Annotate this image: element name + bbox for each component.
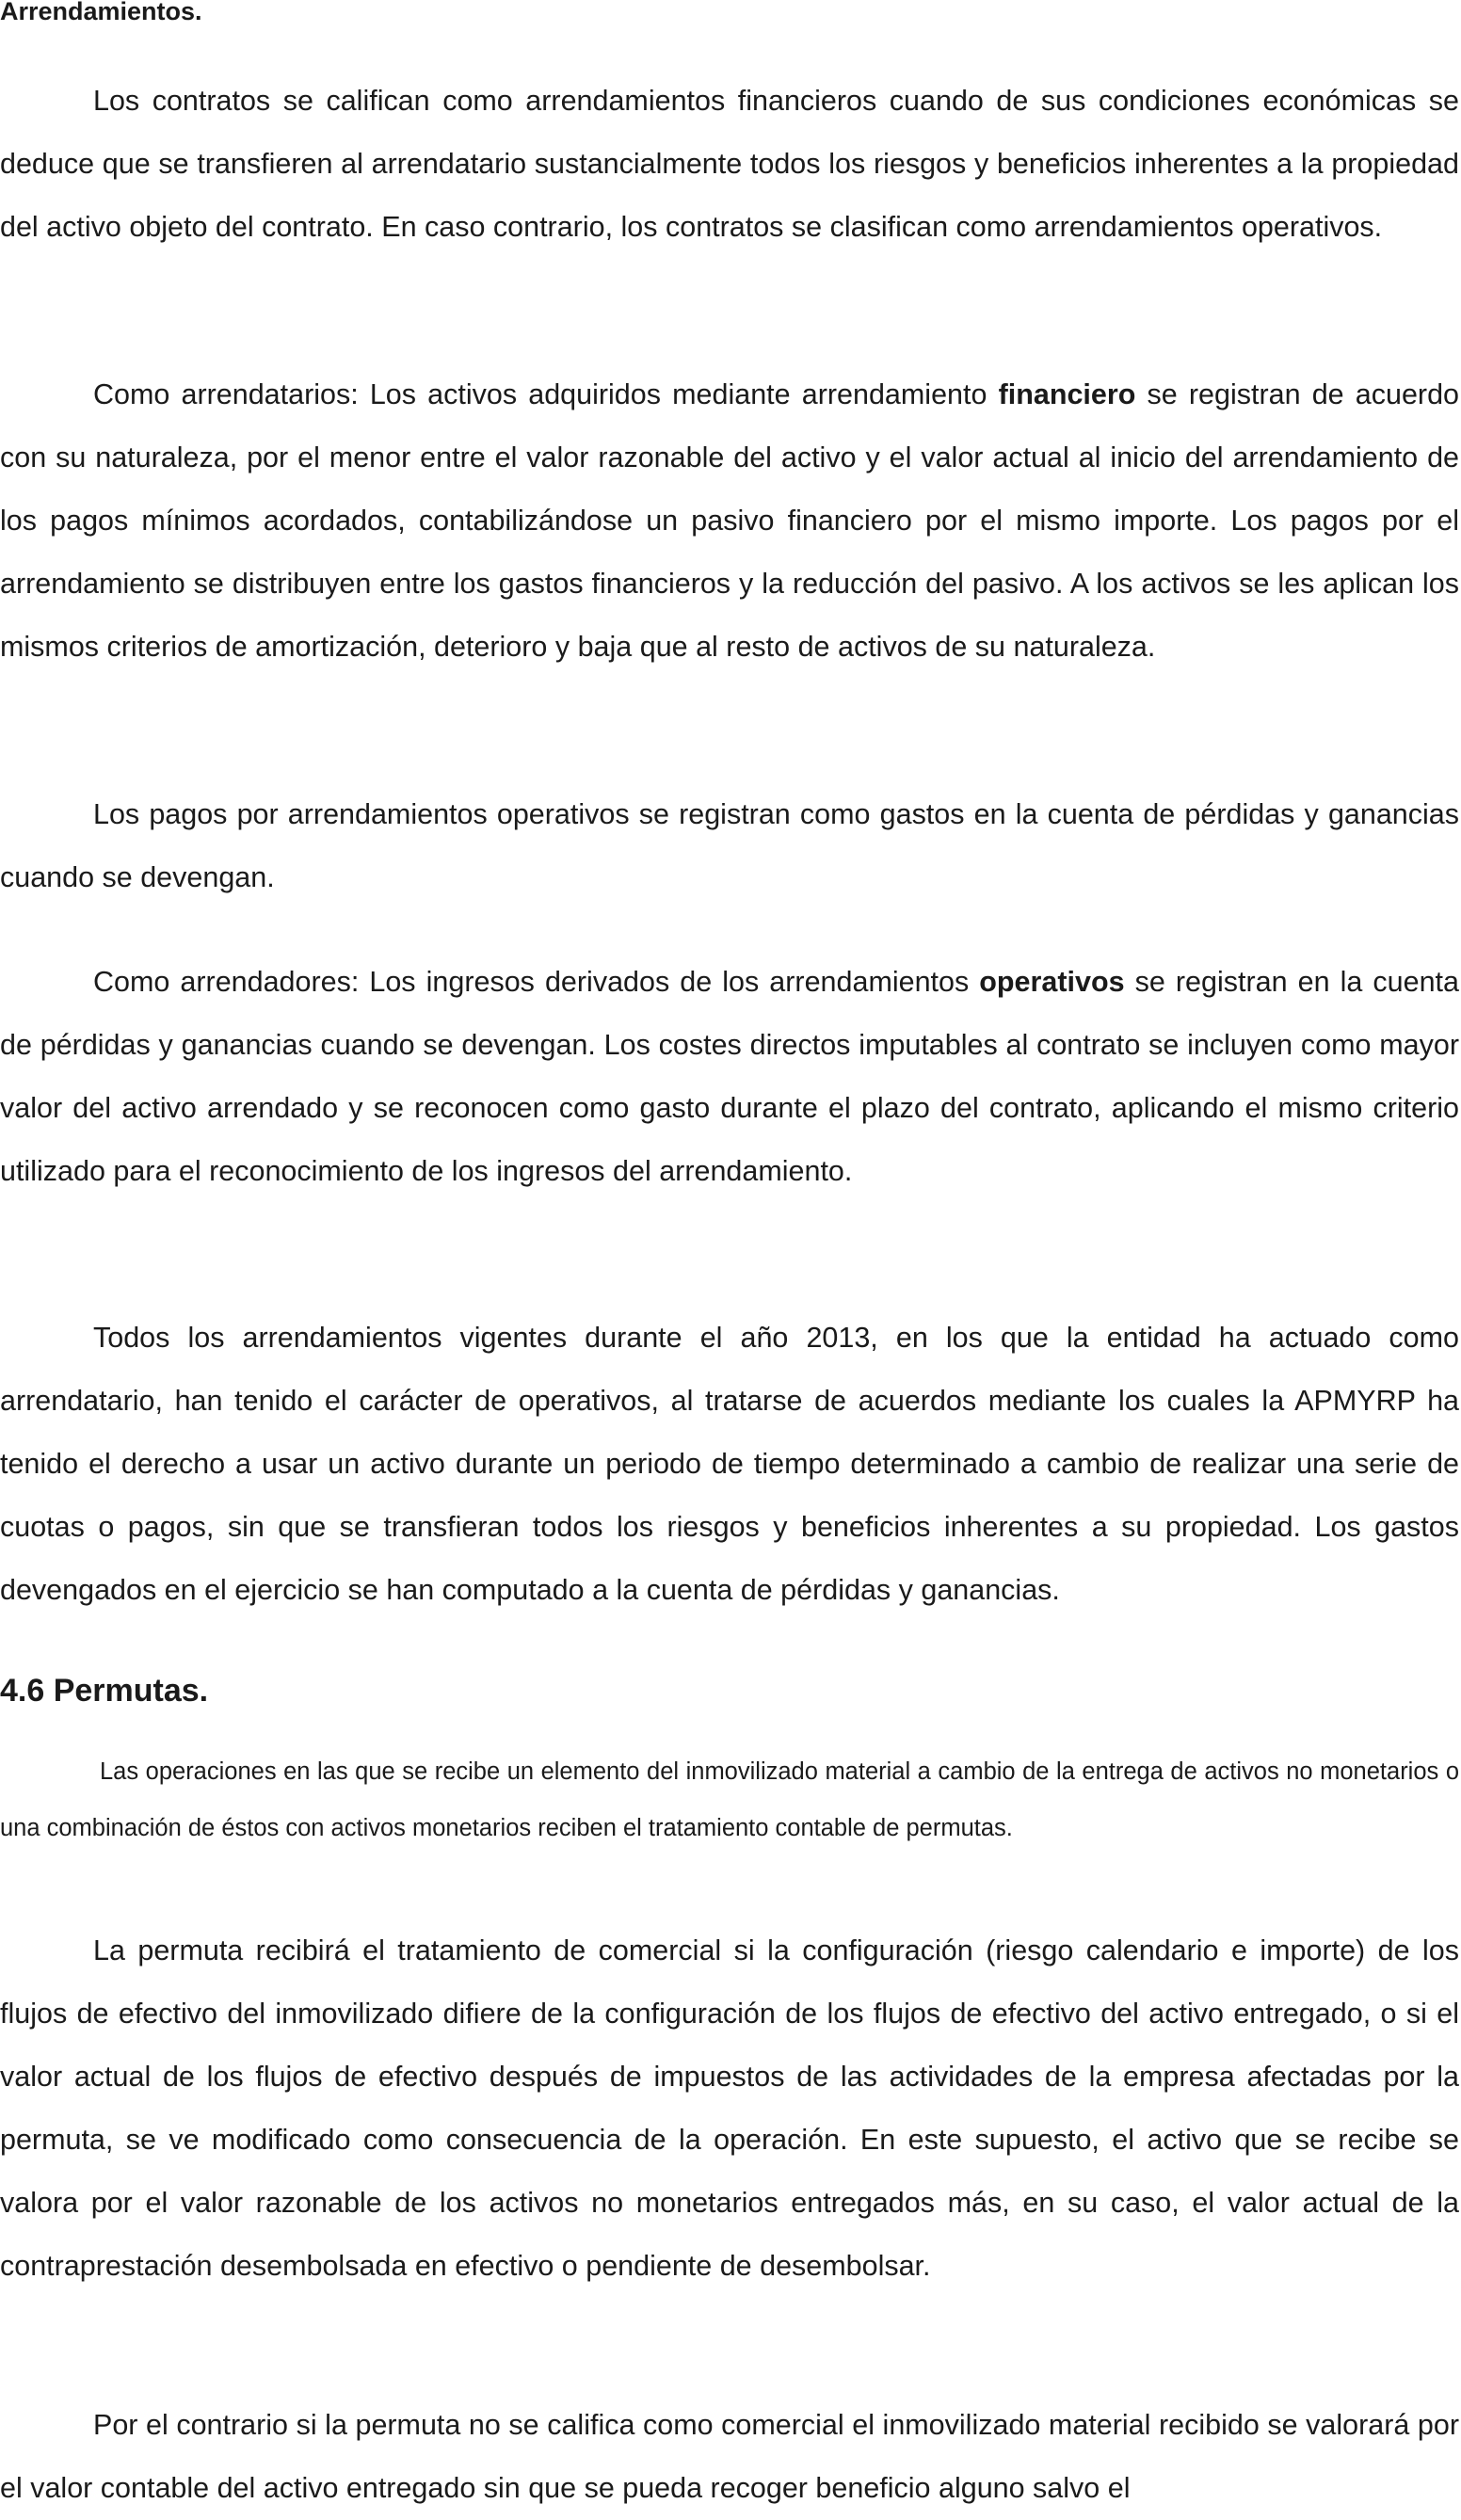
paragraph-text: Las operaciones en las que se recibe un elemento del inmovilizado material a cambio de la entrega de activos no monetarios o una combinación de éstos con activos monetarios reciben el tratamiento contable de permutas. (0, 1758, 1459, 1841)
paragraph-arrendamientos-2013 (0, 1307, 1459, 1622)
paragraph-text-pre: Como arrendatarios: Los activos adquiridos mediante arrendamiento (93, 378, 999, 410)
paragraph-permuta-no-comercial (0, 2394, 1459, 2520)
section-title-arrendamientos: Arrendamientos. (0, 0, 202, 25)
paragraph-text: La permuta recibirá el tratamiento de comercial si la configuración (riesgo calendario e importe) de los flujos de efectivo del inmovilizado difiere de la configuración de los flujos de efectivo del activo entregado, o si el valor actual de los flujos de efectivo después de impuestos de las actividades de la empresa afectadas por la permuta, se ve modificado como consecuencia de la operación. En este supuesto, el activo que se recibe se valora por el valor razonable de los activos no monetarios entregados más, en su caso, el valor actual de la contraprestación desembolsada en efectivo o pendiente de desembolsar. (0, 1934, 1459, 2282)
paragraph-text: Todos los arrendamientos vigentes durante el año 2013, en los que la entidad ha actuado como arrendatario, han tenido el carácter de operativos, al tratarse de acuerdos mediante los cuales la APMYRP ha tenido el derecho a usar un activo durante un periodo de tiempo determinado a cambio de realizar una serie de cuotas o pagos, sin que se transfieran todos los riesgos y beneficios inherentes a su propiedad. Los gastos devengados en el ejercicio se han computado a la cuenta de pérdidas y ganancias. (0, 1322, 1459, 1606)
section-header-permutas (0, 1672, 1459, 1709)
paragraph-text-post: se registran de acuerdo con su naturaleza, por el menor entre el valor razonable del activo y el valor actual al inicio del arrendamiento de los pagos mínimos acordados, contabilizándose un pasivo financiero por el mismo importe. Los pagos por el arrendamiento se distribuyen entre los gastos financieros y la reducción del pasivo. A los activos se les aplican los mismos criterios de amortización, deterioro y baja que al resto de activos de su naturaleza. (0, 378, 1459, 663)
paragraph-definicion (0, 70, 1459, 259)
paragraph-arrendatarios (0, 363, 1459, 679)
paragraph-text-post: se registran en la cuenta de pérdidas y ganancias cuando se devengan. Los costes directos imputables al contrato se incluyen como mayor valor del activo arrendado y se reconocen como gasto durante el plazo del contrato, aplicando el mismo criterio utilizado para el reconocimiento de los ingresos del arrendamiento. (0, 966, 1459, 1187)
paragraph-arrendadores (0, 951, 1459, 1203)
paragraph-text: Los contratos se califican como arrendamientos financieros cuando de sus condiciones económicas se deduce que se transfieren al arrendatario sustancialmente todos los riesgos y beneficios inherentes a la propiedad del activo objeto del contrato. En caso contrario, los contratos se clasifican como arrendamientos operativos. (0, 85, 1459, 243)
bold-term-operativos: operativos (979, 966, 1125, 998)
paragraph-permuta-comercial (0, 1919, 1459, 2298)
paragraph-text: Los pagos por arrendamientos operativos se registran como gastos en la cuenta de pérdidas y ganancias cuando se devengan. (0, 798, 1459, 893)
section-title-permutas: 4.6 Permutas. (0, 1673, 209, 1709)
paragraph-permutas-intro (0, 1743, 1459, 1856)
paragraph-text: Por el contrario si la permuta no se califica como comercial el inmovilizado material recibido se valorará por el valor contable del activo entregado sin que se pueda recoger beneficio alguno salvo el (0, 2409, 1459, 2504)
bold-term-financiero: financiero (998, 378, 1136, 410)
paragraph-text-pre: Como arrendadores: Los ingresos derivados de los arrendamientos (93, 966, 980, 998)
paragraph-pagos-operativos (0, 783, 1459, 909)
